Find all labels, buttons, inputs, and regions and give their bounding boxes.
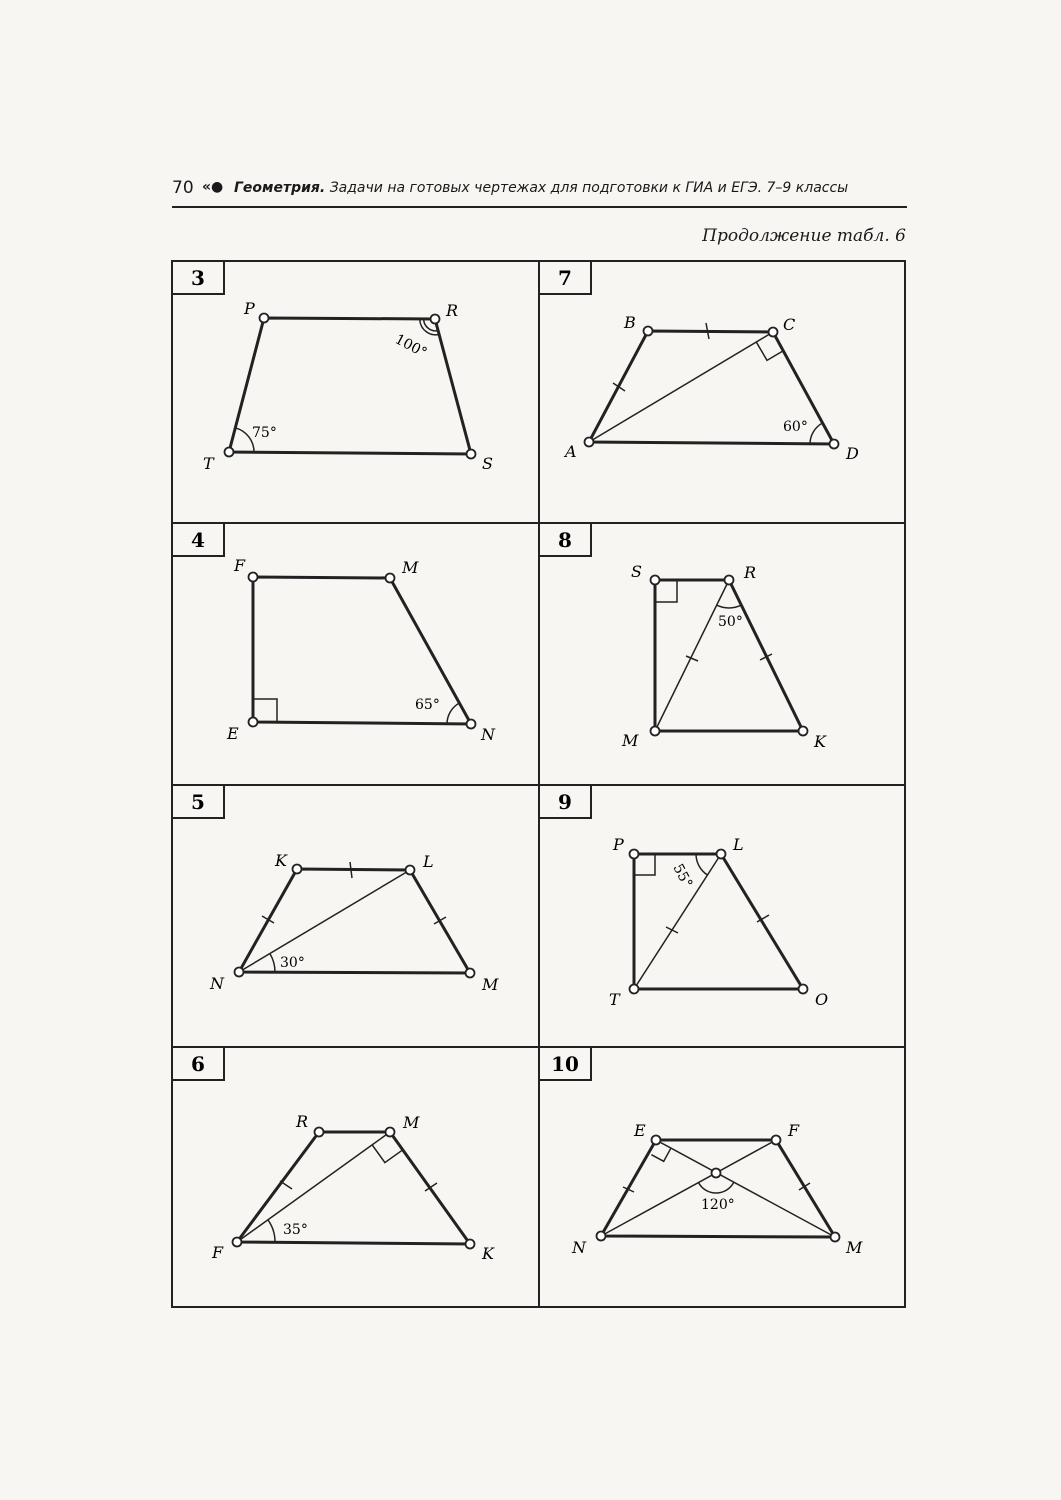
angle-label-T: 75°	[252, 425, 277, 441]
angle-label-R: 50°	[718, 614, 743, 630]
label-F: F	[788, 1121, 800, 1140]
vertex-E	[249, 718, 258, 727]
vertex-M	[466, 969, 475, 978]
label-A: A	[565, 442, 577, 461]
vertex-T	[630, 985, 639, 994]
angle-arc-F	[268, 1220, 275, 1243]
label-L: L	[423, 852, 434, 871]
label-S: S	[631, 562, 642, 581]
label-T: T	[609, 990, 620, 1009]
trapezoid-EFMN	[601, 1140, 835, 1237]
angle-label-L: 55°	[669, 861, 696, 891]
label-M: M	[846, 1238, 863, 1257]
angle-label-N: 30°	[280, 955, 305, 971]
label-K: K	[275, 851, 287, 870]
cell-number-8: 8	[558, 528, 572, 552]
vertex-B	[644, 327, 653, 336]
trapezoid-PLOT	[634, 854, 803, 989]
figure-8	[621, 562, 827, 751]
figure-10	[571, 1121, 863, 1257]
vertex-L	[717, 850, 726, 859]
cell-number-3: 3	[191, 266, 205, 290]
vertex-R	[431, 315, 440, 324]
figure-9	[609, 835, 828, 1009]
label-R: R	[744, 563, 757, 582]
angle-label-N: 65°	[415, 697, 440, 713]
vertex-P	[630, 850, 639, 859]
vertex-S	[651, 576, 660, 585]
vertex-O	[799, 985, 808, 994]
vertex-N	[467, 720, 476, 729]
label-D: D	[846, 444, 859, 463]
label-O: O	[815, 990, 829, 1009]
book-title: Геометрия.	[234, 180, 326, 196]
angle-arc-N	[270, 954, 275, 973]
vertex-A	[585, 438, 594, 447]
vertex-K	[293, 865, 302, 874]
label-R: R	[446, 301, 459, 320]
tick-RF	[280, 1181, 292, 1189]
angle-label-R: 100°	[392, 331, 430, 362]
vertex-F	[233, 1238, 242, 1247]
vertex-N	[597, 1232, 606, 1241]
right-angle-mark-M	[372, 1145, 403, 1163]
label-C: C	[783, 315, 796, 334]
label-M: M	[403, 1113, 420, 1132]
label-S: S	[482, 454, 493, 473]
label-K: K	[814, 732, 826, 751]
vertex-N	[235, 968, 244, 977]
label-B: B	[624, 313, 636, 332]
label-F: F	[234, 556, 246, 575]
angle-label-D: 60°	[783, 419, 808, 435]
label-N: N	[481, 725, 495, 744]
label-M: M	[482, 975, 499, 994]
diagonal-EM	[656, 1140, 835, 1237]
figure-4	[226, 556, 496, 744]
vertex-S	[467, 450, 476, 459]
figure-5	[209, 851, 499, 994]
right-angle-mark-E	[651, 1149, 670, 1162]
label-T: T	[203, 454, 214, 473]
vertex-K	[799, 727, 808, 736]
label-P: P	[244, 299, 255, 318]
cell-number-4: 4	[191, 528, 205, 552]
angle-arc-R	[717, 605, 742, 608]
vertex-F	[772, 1136, 781, 1145]
vertex-M	[831, 1233, 840, 1242]
cell-number-6: 6	[191, 1052, 205, 1076]
label-L: L	[733, 835, 744, 854]
label-R: R	[296, 1112, 309, 1131]
label-E: E	[634, 1121, 646, 1140]
figure-6	[211, 1112, 495, 1263]
tick-LT	[666, 927, 678, 933]
vertex-E	[652, 1136, 661, 1145]
label-N: N	[210, 974, 224, 993]
vertex-M	[651, 727, 660, 736]
angle-arc-N	[447, 703, 459, 724]
vertex-F	[249, 573, 258, 582]
vertex-K	[466, 1240, 475, 1249]
vertex-R	[725, 576, 734, 585]
vertex-L	[406, 866, 415, 875]
cell-number-5: 5	[191, 790, 205, 814]
angle-label-F: 35°	[283, 1222, 308, 1238]
label-F: F	[212, 1243, 224, 1262]
label-K: K	[482, 1244, 494, 1263]
cell-number-10: 10	[551, 1052, 579, 1076]
table-continuation: Продолжение табл. 6	[702, 226, 906, 246]
cell-number-9: 9	[558, 790, 572, 814]
header-bullet-icon: «●	[202, 179, 224, 195]
vertex-D	[830, 440, 839, 449]
cell-number-7: 7	[558, 266, 572, 290]
label-M: M	[402, 558, 419, 577]
label-E: E	[227, 724, 239, 743]
figure-7	[563, 313, 859, 463]
figure-3	[203, 299, 493, 473]
page-number: 70	[172, 178, 194, 198]
tick-KL	[350, 862, 352, 878]
vertex-C	[769, 328, 778, 337]
angle-arc-L	[696, 854, 708, 875]
trapezoid-KLMN	[239, 869, 470, 973]
intersection-point	[712, 1169, 721, 1178]
angle-label-intersection: 120°	[701, 1197, 735, 1213]
vertex-P	[260, 314, 269, 323]
diagonal-NL	[239, 870, 410, 972]
vertex-T	[225, 448, 234, 457]
book-subtitle: Задачи на готовых чертежах для подготовки к ГИА и ЕГЭ. 7–9 классы	[329, 180, 849, 196]
diagonal-FM	[237, 1132, 390, 1242]
angle-arc-intersection	[699, 1183, 734, 1193]
angle-arc-D	[810, 423, 823, 444]
vertex-M	[386, 1128, 395, 1137]
vertex-R	[315, 1128, 324, 1137]
label-M: M	[622, 731, 639, 750]
label-N: N	[572, 1238, 586, 1257]
label-P: P	[613, 835, 624, 854]
vertex-M	[386, 574, 395, 583]
